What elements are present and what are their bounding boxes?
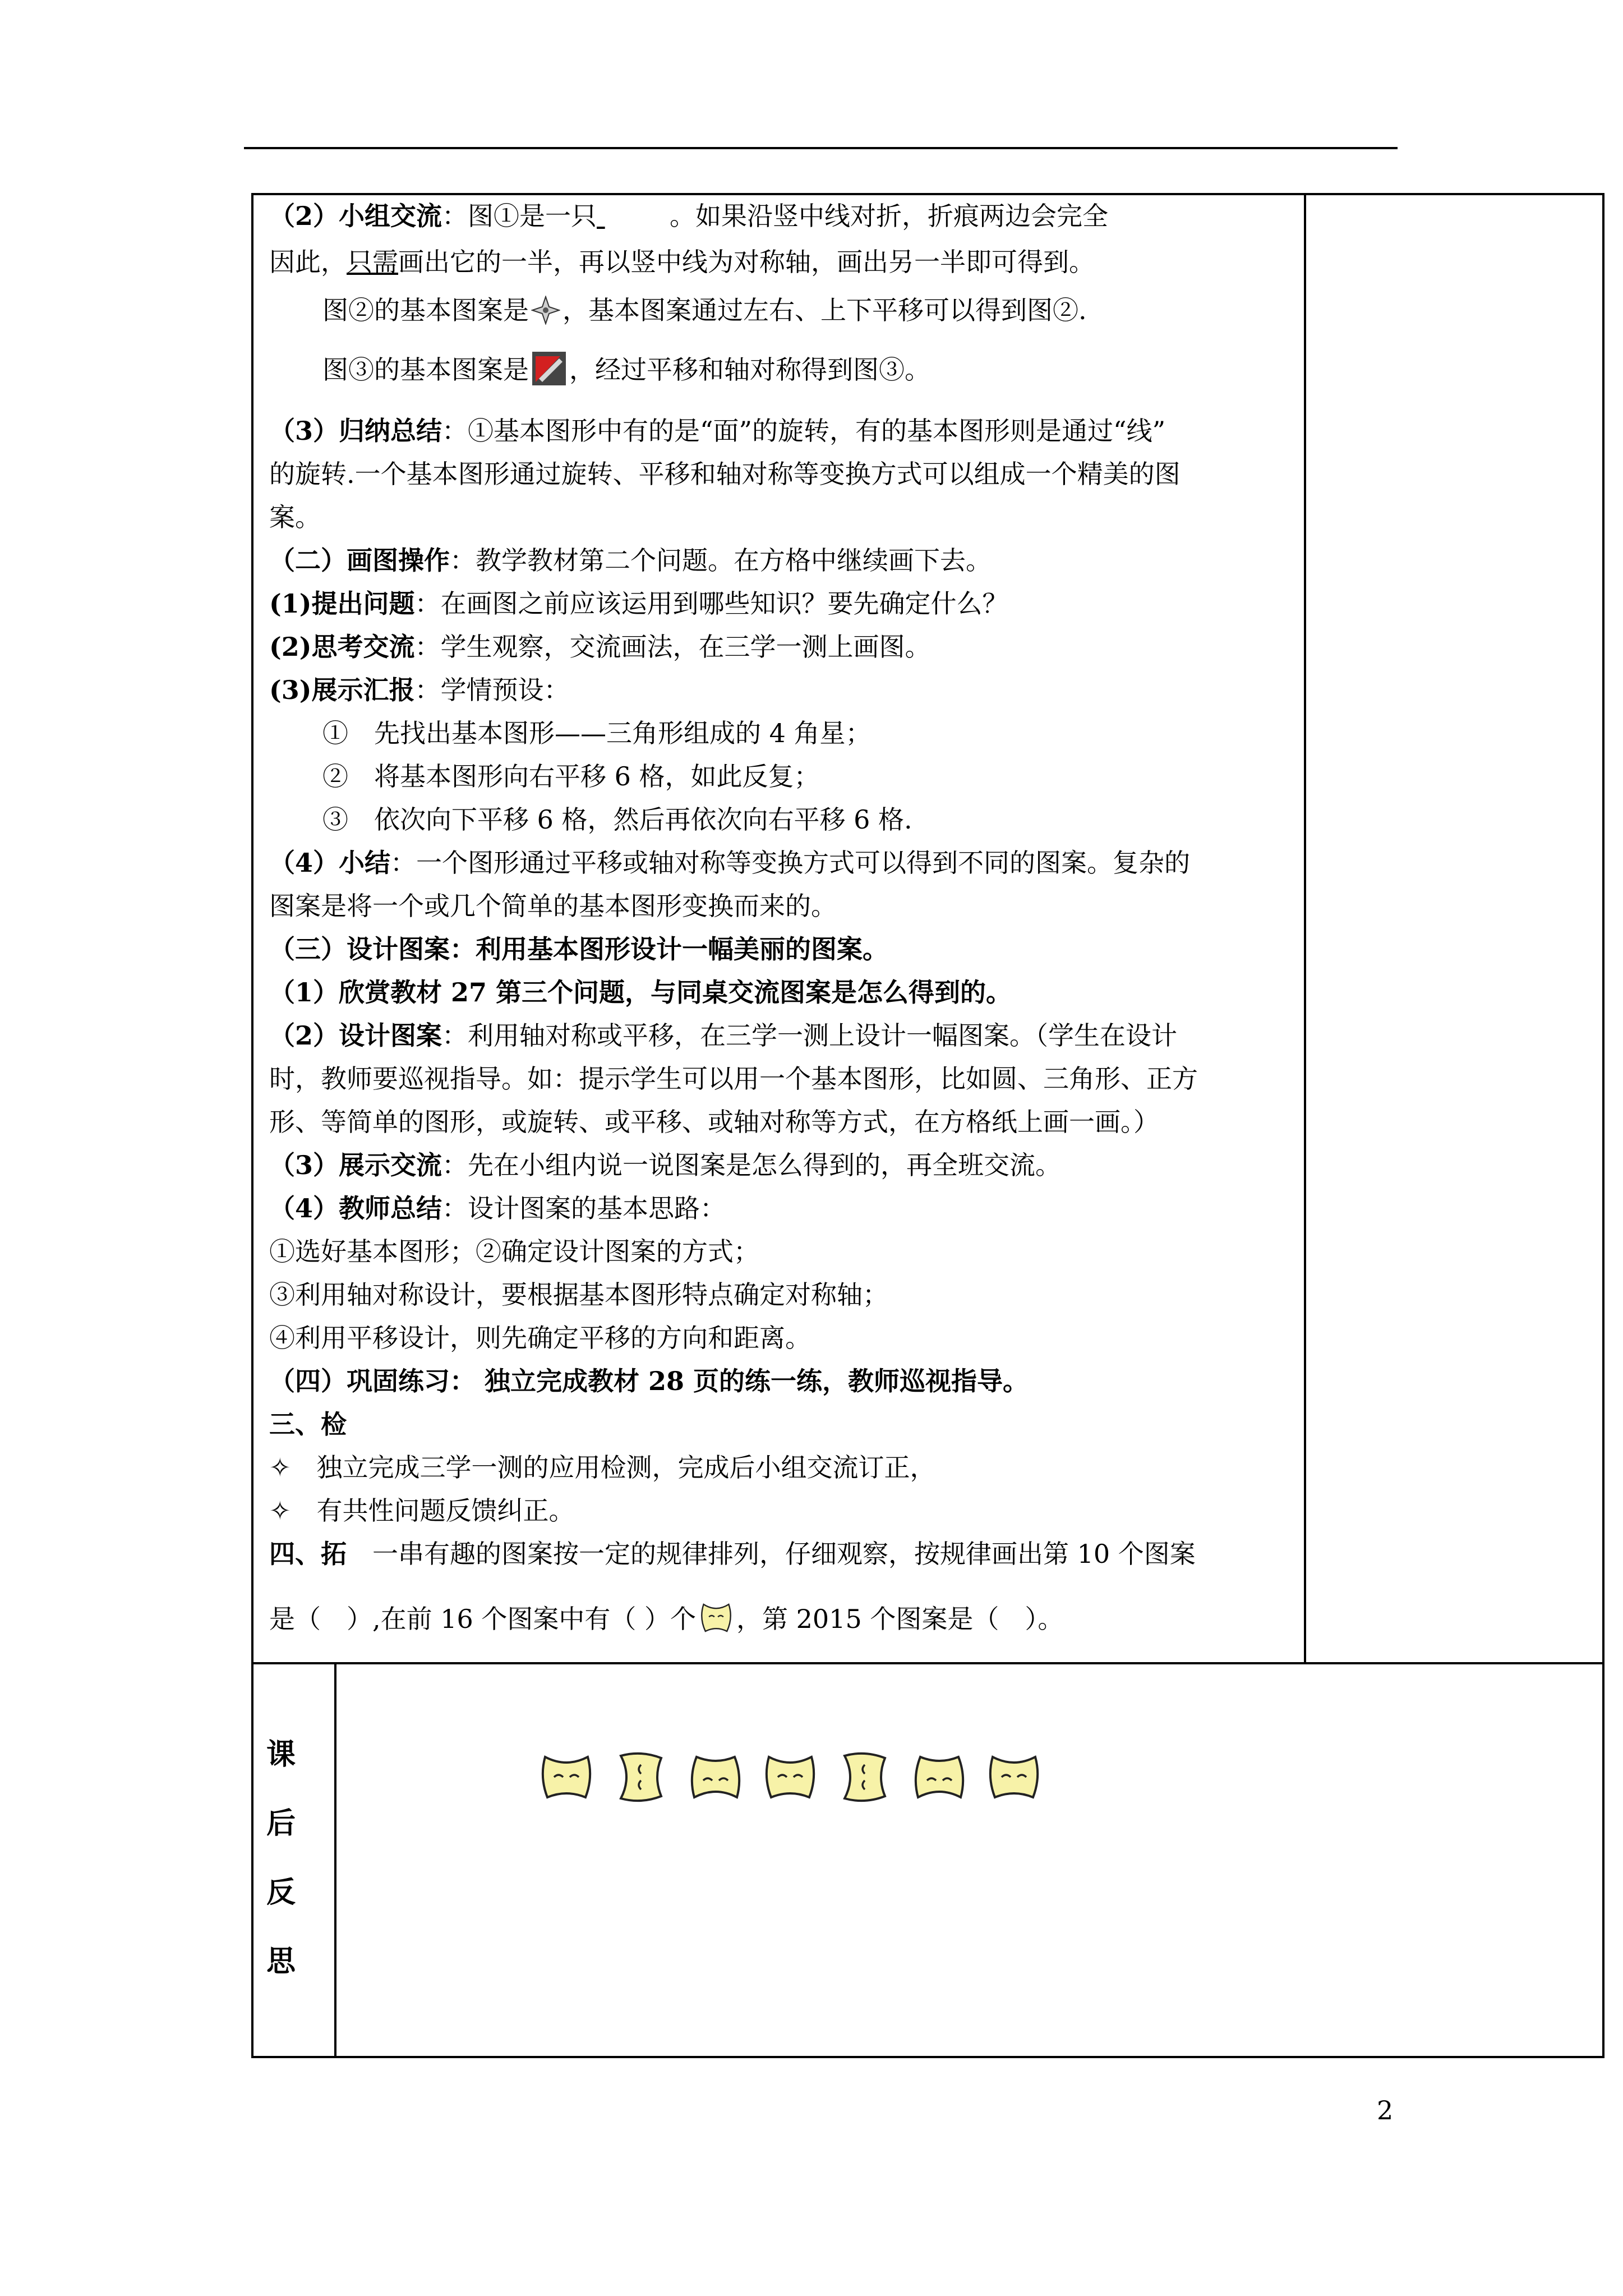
check-bullet-1 [269, 1451, 936, 1484]
design-d4 [269, 1191, 726, 1225]
text: 的旋转.一个基本图形通过旋转、平移和轴对称等变换方式可以组成一个精美的图 [269, 459, 1181, 489]
text: 独立完成教材 28 页的练一练，教师巡视指导。 [476, 1366, 1029, 1396]
design-d1 [269, 976, 1012, 1009]
face-icon-up [538, 1749, 594, 1805]
practice-heading [269, 1364, 1029, 1398]
header-rule [244, 147, 1398, 149]
face-icon-down [688, 1749, 744, 1805]
design-tip-1 [269, 1235, 759, 1268]
reflection-char-2: 后 [266, 1806, 296, 1841]
text: ③利用轴对称设计，要根据基本图形特点确定对称轴； [269, 1280, 888, 1310]
draw-q3 [269, 673, 570, 707]
table-divider-label [334, 1662, 336, 2058]
q3-label: (3)展示汇报 [269, 675, 415, 705]
blank-underline [597, 199, 670, 233]
draw-q4 [269, 846, 1190, 880]
text: ① 先找出基本图形——三角形组成的 4 角星； [322, 718, 872, 748]
summary-label: （3）归纳总结 [269, 416, 442, 446]
text: ③ 依次向下平移 6 格，然后再依次向右平移 6 格. [322, 804, 912, 835]
d2-label: （2）设计图案 [269, 1020, 442, 1051]
q4-label: （4）小结 [269, 848, 391, 878]
pattern3-line [322, 351, 930, 386]
text: （1）欣赏教材 27 第三个问题，与同桌交流图案是怎么得到的。 [269, 977, 1012, 1007]
summary-line-1 [269, 414, 1165, 448]
text: ：设计图案的基本思路： [442, 1193, 726, 1223]
reflection-char-3: 反 [266, 1875, 296, 1910]
reflection-char-4: 思 [266, 1944, 296, 1978]
text: 。如果沿竖中线对折，折痕两边会完全 [670, 201, 1109, 231]
draw-q4-line2 [269, 889, 837, 923]
smiley-face-icon [698, 1600, 734, 1636]
text: ：利用轴对称或平移，在三学一测上设计一幅图案。（学生在设计 [442, 1020, 1178, 1051]
text: 画出它的一半，再以竖中线为对称轴，画出另一半即可得到。 [398, 247, 1095, 277]
underlined-text: 只需 [347, 247, 398, 277]
face-icon-up [986, 1749, 1042, 1805]
text: 是（ ）,在前 16 个图案中有（ ）个 [269, 1604, 697, 1634]
text: ：在画图之前应该运用到哪些知识？要先确定什么？ [414, 588, 1008, 619]
pattern2-line [322, 293, 1087, 327]
q2-label: (2)思考交流 [269, 632, 415, 662]
draw-heading-label: （二）画图操作 [269, 545, 450, 576]
text: ✧ 独立完成三学一测的应用检测，完成后小组交流订正， [269, 1452, 936, 1483]
text: ①选好基本图形；②确定设计图案的方式； [269, 1236, 759, 1267]
extend-line-2 [269, 1600, 1063, 1636]
face-icon-up [762, 1749, 818, 1805]
extend-heading: 四、拓 [269, 1539, 347, 1569]
text: 因此， [269, 247, 347, 277]
d4-label: （4）教师总结 [269, 1193, 442, 1223]
text: 时，教师要巡视指导。如：提示学生可以用一个基本图形，比如圆、三角形、正方 [269, 1064, 1198, 1094]
draw-q1 [269, 587, 1008, 620]
text: 一串有趣的图案按一定的规律排列，仔细观察，按规律画出第 10 个图案 [347, 1539, 1196, 1569]
text: ：一个图形通过平移或轴对称等变换方式可以得到不同的图案。复杂的 [390, 848, 1191, 878]
draw-q2 [269, 630, 931, 664]
text: 形、等简单的图形，或旋转、或平移、或轴对称等方式，在方格纸上画一画。） [269, 1107, 1159, 1137]
four-point-star-icon [531, 296, 560, 325]
q1-label: (1)提出问题 [269, 588, 415, 619]
design-d2-line2 [269, 1062, 1198, 1096]
text: 三、检 [269, 1409, 347, 1439]
design-tip-3 [269, 1321, 811, 1355]
design-d2 [269, 1019, 1177, 1052]
extend-line-1 [269, 1537, 1196, 1571]
text: ✧ 有共性问题反馈纠正。 [269, 1496, 575, 1526]
text: 案。 [269, 502, 321, 532]
table-divider-row [251, 1662, 1604, 1664]
text: ：图①是一只 [442, 201, 597, 231]
check-heading [269, 1407, 347, 1441]
design-heading [269, 932, 888, 966]
face-icon-side [837, 1749, 893, 1805]
face-icon-down [911, 1749, 967, 1805]
page-number: 2 [1377, 2095, 1394, 2125]
text: 图案是将一个或几个简单的基本图形变换而来的。 [269, 891, 837, 921]
group-exchange-line [269, 199, 1108, 233]
red-corner-pattern-icon [531, 351, 567, 386]
draw-heading [269, 544, 992, 577]
summary-line-2 [269, 457, 1181, 491]
table-divider-right [1304, 193, 1306, 1663]
summary-line-3 [269, 500, 321, 534]
group-exchange-label: （2）小组交流 [269, 201, 442, 231]
check-bullet-2 [269, 1494, 575, 1527]
d3-label: （3）展示交流 [269, 1150, 442, 1180]
practice-label: （四）巩固练习： [269, 1366, 476, 1396]
text: ：学生观察，交流画法，在三学一测上画图。 [414, 632, 931, 662]
text: ④利用平移设计，则先确定平移的方向和距离。 [269, 1323, 811, 1353]
design-d3 [269, 1148, 1061, 1182]
draw-step-1 [322, 716, 872, 750]
text: ，第 2015 个图案是（ ）。 [736, 1604, 1064, 1634]
text: ：学情预设： [414, 675, 570, 705]
text: ，基本图案通过左右、上下平移可以得到图②. [562, 295, 1087, 325]
text: ，经过平移和轴对称得到图③。 [569, 355, 930, 385]
face-icon-side [613, 1749, 669, 1805]
design-tip-2 [269, 1278, 888, 1312]
draw-step-3 [322, 803, 912, 836]
half-drawing-line [269, 245, 1095, 279]
text: 图②的基本图案是 [322, 295, 529, 325]
draw-step-2 [322, 760, 820, 793]
text: ：教学教材第二个问题。在方格中继续画下去。 [450, 545, 992, 576]
text: ：先在小组内说一说图案是怎么得到的，再全班交流。 [442, 1150, 1062, 1180]
text: ② 将基本图形向右平移 6 格，如此反复； [322, 761, 820, 792]
text: 图③的基本图案是 [322, 355, 529, 385]
design-d2-line3 [269, 1105, 1159, 1139]
text: ：①基本图形中有的是“面”的旋转，有的基本图形则是通过“线” [442, 416, 1166, 446]
text: （三）设计图案：利用基本图形设计一幅美丽的图案。 [269, 934, 888, 964]
reflection-char-1: 课 [266, 1737, 296, 1772]
